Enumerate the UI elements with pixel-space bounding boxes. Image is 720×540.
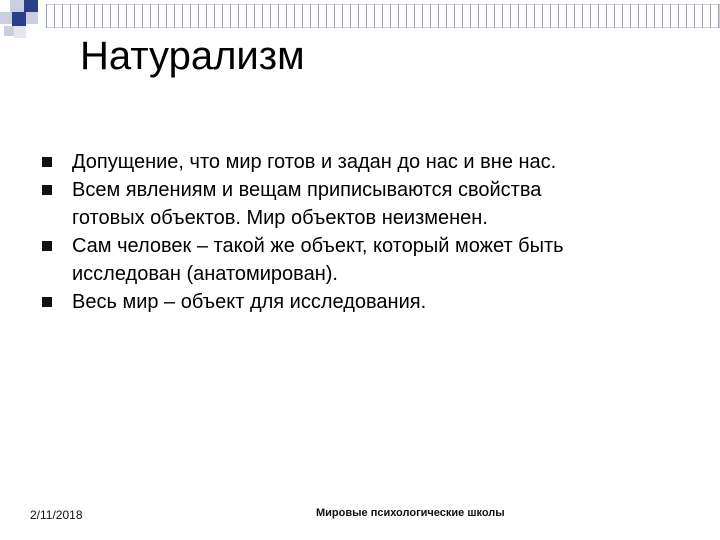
- square-bullet-icon: [42, 241, 52, 251]
- bullet-item: [40, 148, 700, 176]
- square-bullet-icon: [42, 297, 52, 307]
- square-bullet-icon: [42, 157, 52, 167]
- bullet-line: готовых объектов. Мир объектов неизменен.: [72, 207, 488, 229]
- bullet-line: Допущение, что мир готов и задан до нас и вне нас.: [72, 151, 557, 173]
- bullet-line: Весь мир – объект для исследования.: [72, 291, 427, 313]
- bullet-line: Всем явлениям и вещам приписываются свойства: [72, 179, 542, 201]
- decorative-squares-icon: [0, 0, 48, 40]
- bullet-item: [40, 288, 700, 316]
- slide-title: Натурализм: [80, 34, 305, 78]
- bullet-item: [40, 176, 700, 232]
- bullet-line: Сам человек – такой же объект, который может быть: [72, 235, 564, 257]
- bullet-list: [40, 148, 700, 316]
- bullet-line: исследован (анатомирован).: [72, 263, 338, 285]
- footer-title: Мировые психологические школы: [316, 507, 505, 519]
- footer-date: 2/11/2018: [30, 508, 83, 522]
- square-bullet-icon: [42, 185, 52, 195]
- bullet-item: [40, 232, 700, 288]
- header-grid-band: [46, 4, 720, 28]
